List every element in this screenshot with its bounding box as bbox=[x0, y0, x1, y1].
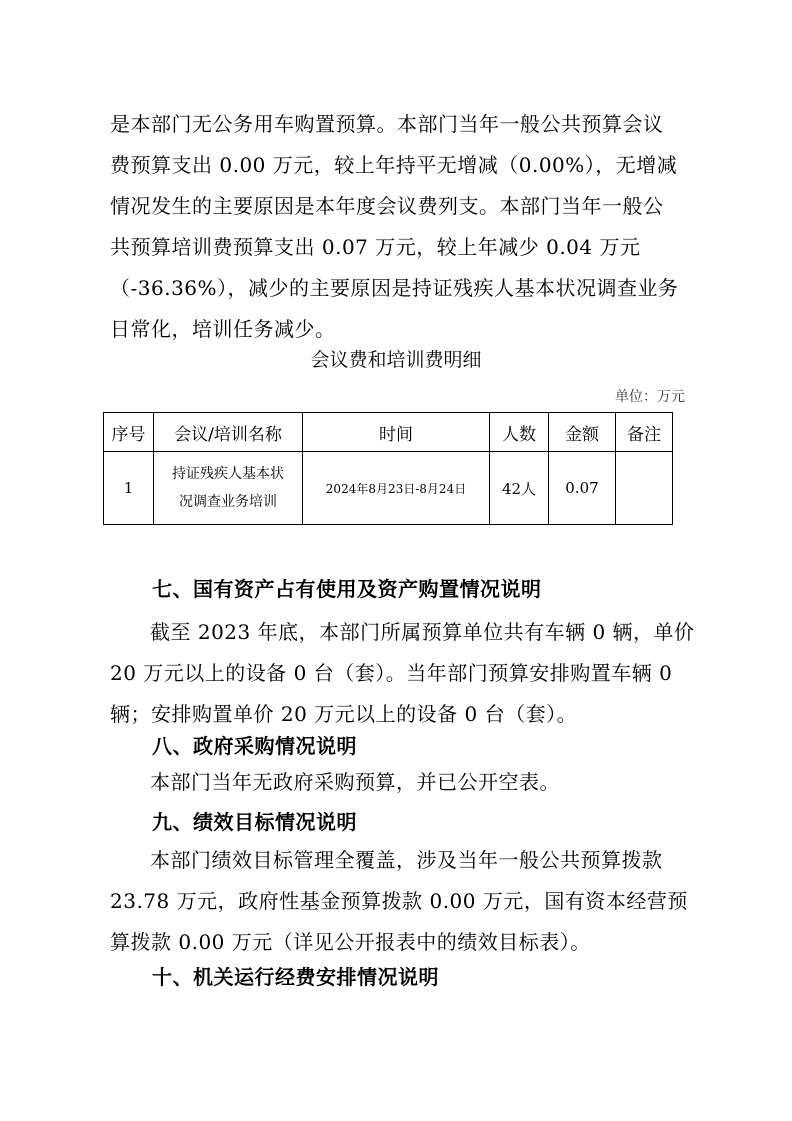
text-line: 日常化，培训任务减少。 bbox=[110, 317, 336, 341]
column-header: 会议/培训名称 bbox=[154, 413, 303, 452]
section-heading: 十、机关运行经费安排情况说明 bbox=[152, 965, 439, 989]
cell-name-line: 持证残疾人基本状 bbox=[172, 466, 284, 482]
text-line: 是本部门无公务用车购置预算。本部门当年一般公共预算会议 bbox=[110, 112, 664, 136]
column-header: 人数 bbox=[490, 413, 549, 452]
column-header: 备注 bbox=[616, 413, 673, 452]
table-header-row bbox=[104, 413, 673, 452]
table-unit-label: 单位：万元 bbox=[615, 389, 685, 405]
cell-name bbox=[154, 452, 303, 525]
section-heading: 九、绩效目标情况说明 bbox=[152, 810, 357, 834]
text-line: 23.78 万元，政府性基金预算拨款 0.00 万元，国有资本经营预 bbox=[110, 889, 688, 913]
cell-amount: 0.07 bbox=[549, 452, 616, 525]
section-heading: 八、政府采购情况说明 bbox=[152, 734, 357, 758]
text-line: 算拨款 0.00 万元（详见公开报表中的绩效目标表）。 bbox=[110, 930, 591, 954]
text-line: 共预算培训费预算支出 0.07 万元，较上年减少 0.04 万元 bbox=[110, 235, 641, 259]
column-header: 序号 bbox=[104, 413, 154, 452]
cell-note bbox=[616, 452, 673, 525]
text-line: 本部门当年无政府采购预算，并已公开空表。 bbox=[150, 770, 560, 794]
text-line: （-36.36%），减少的主要原因是持证残疾人基本状况调查业务 bbox=[110, 276, 679, 300]
text-line: 情况发生的主要原因是本年度会议费列支。本部门当年一般公 bbox=[110, 194, 664, 218]
text-line: 截至 2023 年底，本部门所属预算单位共有车辆 0 辆，单价 bbox=[150, 620, 695, 644]
section-7-paragraph bbox=[110, 612, 695, 735]
section-8-paragraph bbox=[110, 762, 685, 803]
text-line: 本部门绩效目标管理全覆盖，涉及当年一般公共预算拨款 bbox=[150, 848, 663, 872]
table-title: 会议费和培训费明细 bbox=[310, 349, 482, 371]
text-line: 辆；安排购置单价 20 万元以上的设备 0 台（套）。 bbox=[110, 702, 578, 726]
section-9-paragraph bbox=[110, 840, 688, 963]
cell-index: 1 bbox=[104, 452, 154, 525]
intro-paragraph bbox=[110, 104, 685, 350]
cell-people: 42人 bbox=[490, 452, 549, 525]
section-heading: 七、国有资产占有使用及资产购置情况说明 bbox=[152, 577, 542, 601]
meeting-training-table bbox=[103, 412, 673, 525]
column-header: 金额 bbox=[549, 413, 616, 452]
table-row bbox=[104, 452, 673, 525]
text-line: 20 万元以上的设备 0 台（套）。当年部门预算安排购置车辆 0 bbox=[110, 661, 673, 685]
cell-time: 2024年8月23日-8月24日 bbox=[303, 452, 490, 525]
text-line: 费预算支出 0.00 万元，较上年持平无增减（0.00%），无增减 bbox=[110, 153, 678, 177]
cell-name-line: 况调查业务培训 bbox=[179, 494, 277, 510]
column-header: 时间 bbox=[303, 413, 490, 452]
